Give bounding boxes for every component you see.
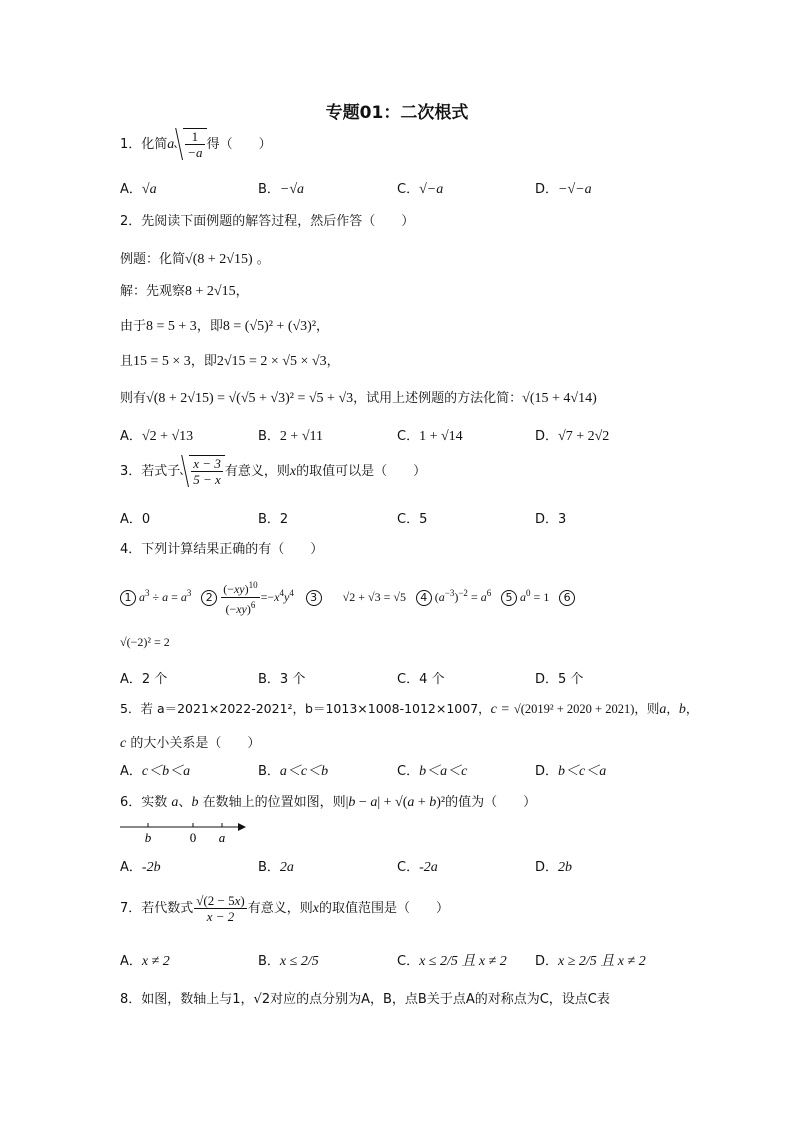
q6-option-c[interactable]: C．-2a: [397, 860, 438, 875]
q1-suffix: 得（ ）: [206, 137, 272, 152]
q3-option-b[interactable]: B．2: [258, 512, 289, 527]
question-7: 7．若代数式 $\frac{√(2 - 5x)}{x - 2}$ 有意义，则x的取值范围是（ ）: [120, 893, 449, 924]
question-8: 8．如图，数轴上与1，√2对应的点分别为A，B，点B关于点A的对称点为C，设点C表: [120, 992, 610, 1007]
q2-option-b[interactable]: B．2 + √11: [258, 429, 323, 444]
q2-example: 例题：化简√(8 + 2√15) 。: [120, 252, 270, 267]
q5-line2: c 的大小关系是（ ）: [120, 736, 261, 751]
question-3: 3．若式子 $\frac{x - 3}{5 - x}$ 有意义，则x的取值可以是（ ）: [120, 456, 427, 487]
q2-then: 则有√(8 + 2√15) = √(√5 + √3)² = √5 + √3，试用上述例题的方法化简：√(15 + 4√14): [120, 391, 597, 406]
page-title: 专题01：二次根式: [325, 103, 469, 123]
q3-option-c[interactable]: C．5: [397, 512, 428, 527]
q5-option-b[interactable]: B．a＜c＜b: [258, 764, 329, 779]
q4-option-b[interactable]: B．3 个: [258, 672, 306, 687]
q2-option-d[interactable]: D．√7 + 2√2: [535, 429, 610, 444]
q7-option-b[interactable]: B．x ≤ 2/5: [258, 954, 319, 969]
q1-option-a[interactable]: A．√a: [120, 182, 157, 197]
q2-solve: 解：先观察8 + 2√15，: [120, 284, 249, 299]
question-6: 6．实数 a、b 在数轴上的位置如图，则|b − a| + √(a + b)²的值为（ ）: [120, 795, 537, 810]
q4-items: 1 $a^3 \div a = a^3$ 2 $\frac{(-xy)^{10}}{(-xy)^6}$ $=-x^4y^4$ 3 √2 + √3 = √5 4 $(a^{-3})^{-2} = a^6$ 5 $a^0 = 1$ 6: [120, 578, 578, 617]
q2-option-a[interactable]: A．√2 + √13: [120, 429, 194, 444]
q4-stem: 4．下列计算结果正确的有（ ）: [120, 542, 324, 557]
q4-option-a[interactable]: A．2 个: [120, 672, 168, 687]
sqrt-expression: $\frac{1}{-a}$: [174, 128, 206, 160]
question-1: 1．化简a $\frac{1}{-a}$ 得（ ）: [120, 129, 272, 160]
q5-option-a[interactable]: A．c＜b＜a: [120, 764, 191, 779]
axis-label-a: a: [218, 830, 226, 845]
q5-option-c[interactable]: C．b＜a＜c: [397, 764, 468, 779]
q2-stem: 2．先阅读下面例题的解答过程，然后作答（ ）: [120, 214, 415, 229]
q3-option-a[interactable]: A．0: [120, 512, 151, 527]
q4-option-d[interactable]: D．5 个: [535, 672, 584, 687]
q6-option-b[interactable]: B．2a: [258, 860, 294, 875]
q6-option-d[interactable]: D．2b: [535, 860, 573, 875]
q1-option-d[interactable]: D．−√−a: [535, 182, 592, 197]
q2-since: 由于8 = 5 + 3，即8 = (√5)² + (√3)²，: [120, 319, 330, 334]
q2-option-c[interactable]: C．1 + √14: [397, 429, 463, 444]
arrow-icon: [238, 823, 246, 831]
q4-option-c[interactable]: C．4 个: [397, 672, 445, 687]
axis-label-0: 0: [189, 830, 197, 845]
q1-option-c[interactable]: C．√−a: [397, 182, 444, 197]
question-5: 5．若 a＝2021×2022-2021²，b＝1013×1008-1012×1007，c = √(2019² + 2020 + 2021)，则a，b，: [120, 701, 699, 717]
q6-option-a[interactable]: A．-2b: [120, 860, 161, 875]
q1-option-b[interactable]: B．−√a: [258, 182, 305, 197]
q4-item-6: √(−2)² = 2: [120, 635, 170, 649]
q5-option-d[interactable]: D．b＜c＜a: [535, 764, 607, 779]
number-line-figure: [118, 818, 248, 848]
q3-option-d[interactable]: D．3: [535, 512, 567, 527]
q7-option-d[interactable]: D．x ≥ 2/5 且 x ≠ 2: [535, 954, 646, 969]
q7-option-a[interactable]: A．x ≠ 2: [120, 954, 170, 969]
q7-option-c[interactable]: C．x ≤ 2/5 且 x ≠ 2: [397, 954, 507, 969]
axis-label-b: b: [144, 830, 152, 845]
sqrt-expression: $\frac{x - 3}{5 - x}$: [180, 455, 225, 487]
q1-prefix: 1．化简: [120, 137, 168, 152]
q2-and: 且15 = 5 × 3，即2√15 = 2 × √5 × √3，: [120, 354, 340, 369]
